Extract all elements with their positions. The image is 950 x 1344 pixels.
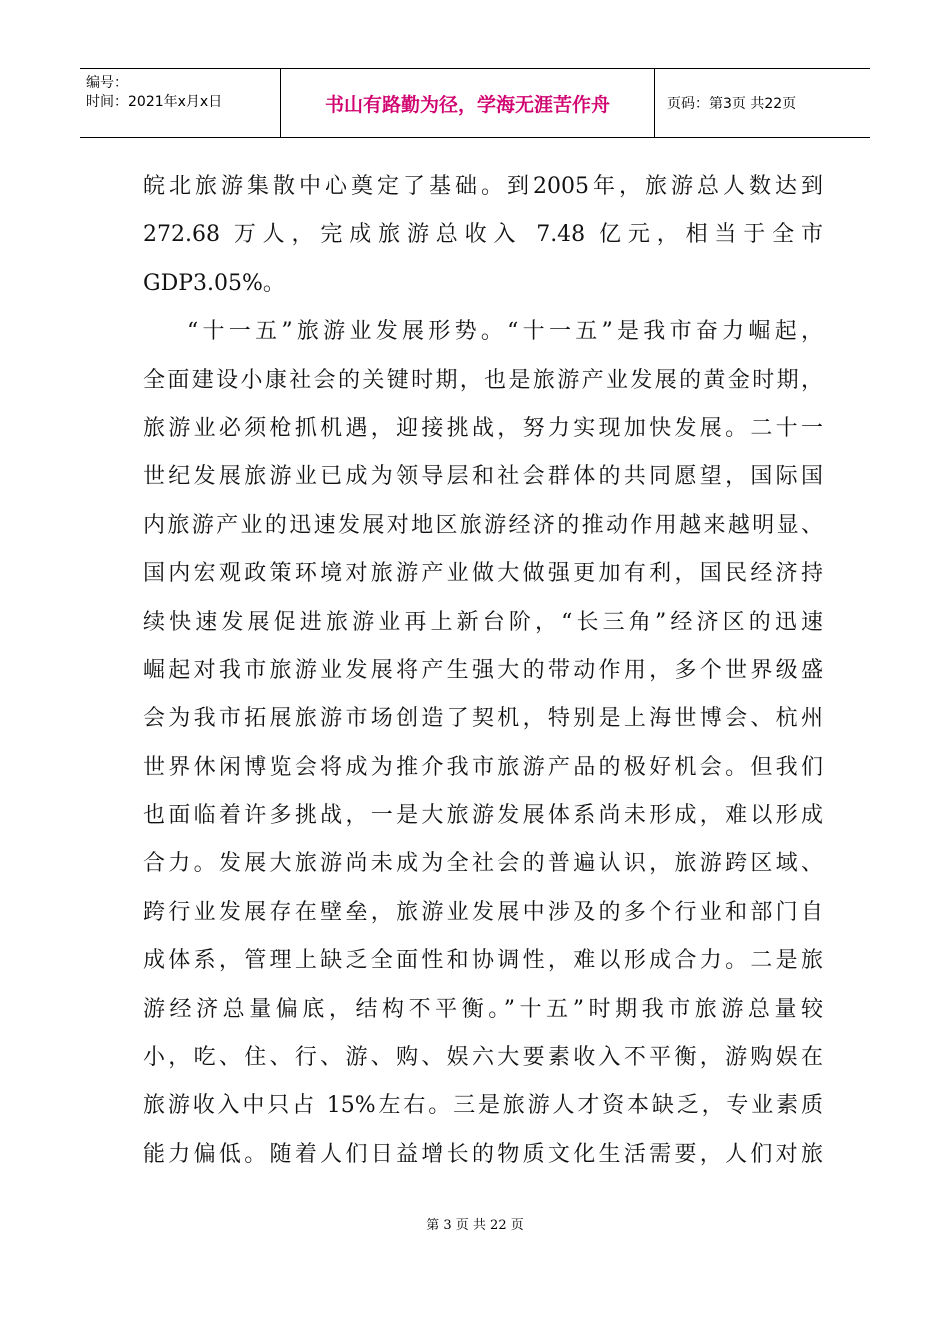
text-line: 续快速发展促进旅游业再上新台阶，“长三角”经济区的迅速 bbox=[143, 609, 823, 635]
text-line: “十一五”旅游业发展形势。“十一五”是我市奋力崛起， bbox=[187, 319, 823, 345]
text-line: 全面建设小康社会的关键时期，也是旅游产业发展的黄金时期， bbox=[143, 367, 823, 393]
text-line: 世纪发展旅游业已成为领导层和社会群体的共同愿望，国际国 bbox=[143, 464, 823, 490]
page-header bbox=[80, 68, 870, 138]
text-line: 旅游业必须枪抓机遇，迎接挑战，努力实现加快发展。二十一 bbox=[143, 415, 823, 441]
text-line: 游经济总量偏底，结构不平衡。”十五”时期我市旅游总量较 bbox=[143, 996, 823, 1022]
text-line: 合力。发展大旅游尚未成为全社会的普遍认识，旅游跨区域、 bbox=[143, 851, 823, 877]
text-line: 小，吃、住、行、游、购、娱六大要素收入不平衡，游购娱在 bbox=[143, 1045, 823, 1071]
text-line: 成体系，管理上缺乏全面性和协调性，难以形成合力。二是旅 bbox=[143, 948, 823, 974]
document-number-label: 编号： bbox=[86, 75, 128, 91]
text-line: 崛起对我市旅游业发展将产生强大的带动作用，多个世界级盛 bbox=[143, 657, 823, 683]
page-footer: 第 3 页 共 22 页 bbox=[426, 1218, 524, 1233]
header-meta bbox=[80, 69, 280, 137]
text-line: GDP3.05%。 bbox=[143, 270, 285, 296]
text-line: 世界休闲博览会将成为推介我市旅游产品的极好机会。但我们 bbox=[143, 754, 823, 780]
text-line: 272.68 万人，完成旅游总收入 7.48 亿元，相当于全市 bbox=[143, 222, 823, 248]
header-page-info: 页码：第3页 共22页 bbox=[667, 96, 797, 112]
header-motto: 书山有路勤为径，学海无涯苦作舟 bbox=[280, 69, 655, 137]
text-line: 旅游收入中只占 15%左右。三是旅游人才资本缺乏，专业素质 bbox=[143, 1093, 823, 1119]
text-line: 跨行业发展存在壁垒，旅游业发展中涉及的多个行业和部门自 bbox=[143, 899, 823, 925]
text-line: 也面临着许多挑战，一是大旅游发展体系尚未形成，难以形成 bbox=[143, 803, 823, 829]
document-body bbox=[143, 163, 823, 1179]
text-line: 能力偏低。随着人们日益增长的物质文化生活需要，人们对旅 bbox=[143, 1141, 823, 1167]
text-line: 皖北旅游集散中心奠定了基础。到2005年，旅游总人数达到 bbox=[143, 174, 823, 199]
text-line: 会为我市拓展旅游市场创造了契机，特别是上海世博会、杭州 bbox=[143, 706, 823, 732]
text-line: 内旅游产业的迅速发展对地区旅游经济的推动作用越来越明显、 bbox=[143, 512, 823, 538]
document-date-label: 时间：2021年x月x日 bbox=[86, 94, 223, 110]
text-line: 国内宏观政策环境对旅游产业做大做强更加有利，国民经济持 bbox=[143, 561, 823, 587]
